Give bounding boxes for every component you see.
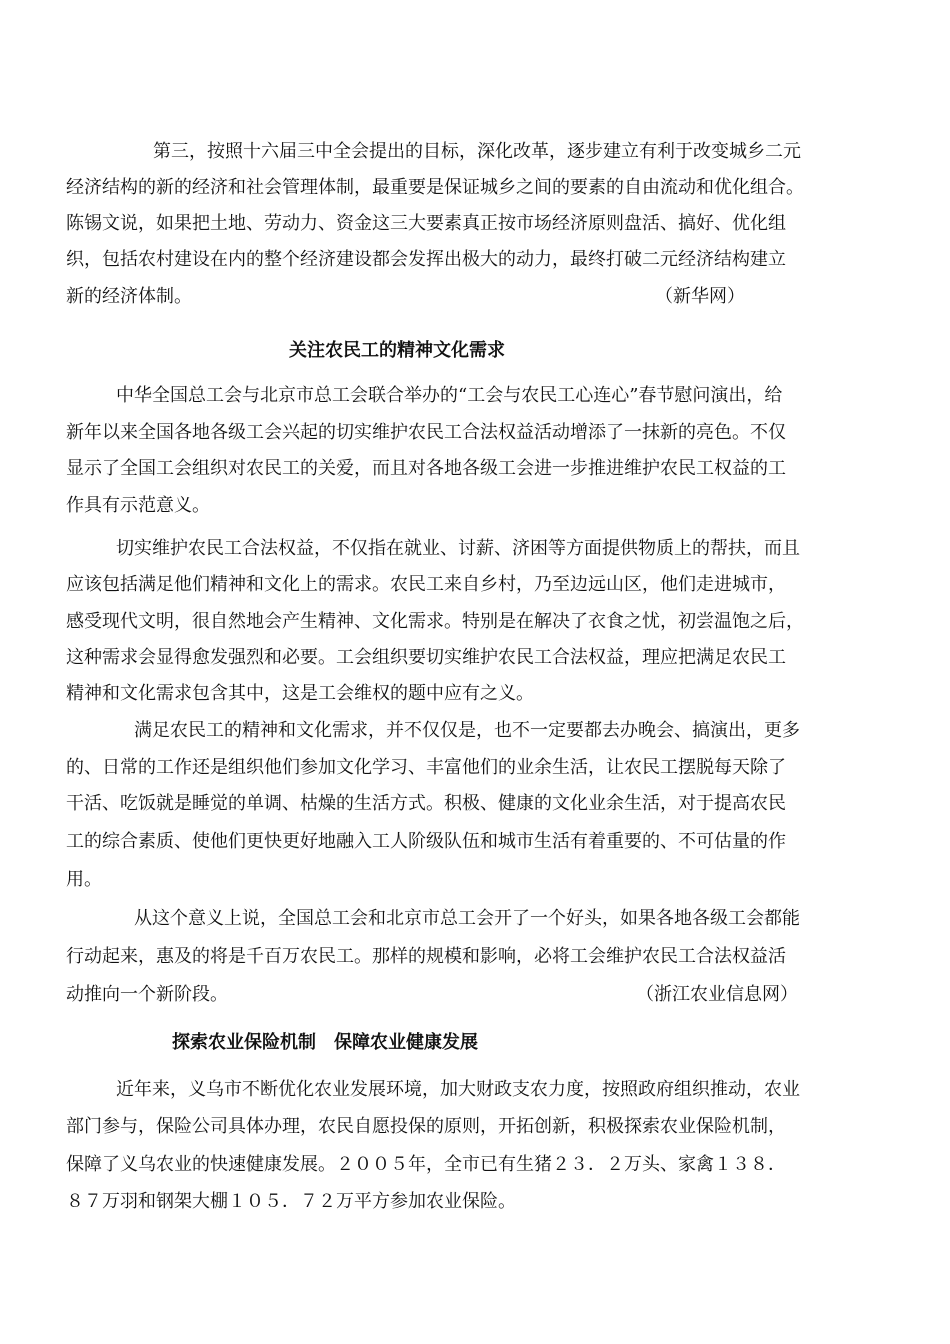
paragraph-line: ８７万羽和钢架大棚１０５．７２万平方参加农业保险。 bbox=[66, 1191, 516, 1212]
paragraph-line: 这种需求会显得愈发强烈和必要。工会组织要切实维护农民工合法权益，理应把满足农民工 bbox=[66, 647, 786, 668]
paragraph-line: 满足农民工的精神和文化需求，并不仅仅是，也不一定要都去办晚会、搞演出，更多 bbox=[134, 720, 800, 741]
paragraph-line: 用。 bbox=[66, 869, 102, 890]
paragraph-line: 近年来，义乌市不断优化农业发展环境，加大财政支农力度，按照政府组织推动，农业 bbox=[116, 1079, 800, 1100]
paragraph-line: 第三，按照十六届三中全会提出的目标，深化改革，逐步建立有利于改变城乡二元 bbox=[153, 141, 801, 162]
paragraph-line: 保障了义乌农业的快速健康发展。２００５年，全市已有生猪２３．２万头、家禽１３８． bbox=[66, 1154, 786, 1175]
paragraph-line: 切实维护农民工合法权益，不仅指在就业、讨薪、济困等方面提供物质上的帮扶，而且 bbox=[116, 538, 800, 559]
paragraph-line: 工的综合素质、使他们更快更好地融入工人阶级队伍和城市生活有着重要的、不可估量的作 bbox=[66, 831, 786, 852]
paragraph-line: 新年以来全国各地各级工会兴起的切实维护农民工合法权益活动增添了一抹新的亮色。不仅 bbox=[66, 422, 786, 443]
paragraph-line: 部门参与，保险公司具体办理，农民自愿投保的原则，开拓创新，积极探索农业保险机制， bbox=[66, 1116, 786, 1137]
paragraph-line: 的、日常的工作还是组织他们参加文化学习、丰富他们的业余生活，让农民工摆脱每天除了 bbox=[66, 757, 786, 778]
paragraph-line: 感受现代文明，很自然地会产生精神、文化需求。特别是在解决了衣食之忧，初尝温饱之后， bbox=[66, 611, 804, 632]
source-attribution: （浙江农业信息网） bbox=[636, 984, 798, 1005]
paragraph-line: 精神和文化需求包含其中，这是工会维权的题中应有之义。 bbox=[66, 683, 534, 704]
paragraph-line: 经济结构的新的经济和社会管理体制，最重要是保证城乡之间的要素的自由流动和优化组合。 bbox=[66, 177, 804, 198]
paragraph-line: 中华全国总工会与北京市总工会联合举办的“工会与农民工心连心”春节慰问演出，给 bbox=[116, 385, 783, 406]
article-title: 关注农民工的精神文化需求 bbox=[289, 340, 505, 361]
paragraph-line: 干活、吃饭就是睡觉的单调、枯燥的生活方式。积极、健康的文化业余生活，对于提高农民 bbox=[66, 793, 786, 814]
paragraph-line: 动推向一个新阶段。 bbox=[66, 984, 228, 1005]
paragraph-line: 作具有示范意义。 bbox=[66, 495, 210, 516]
paragraph-line: 行动起来，惠及的将是千百万农民工。那样的规模和影响，必将工会维护农民工合法权益活 bbox=[66, 946, 786, 967]
source-attribution: （新华网） bbox=[655, 286, 745, 307]
paragraph-line: 新的经济体制。 bbox=[66, 286, 192, 307]
paragraph-line: 显示了全国工会组织对农民工的关爱，而且对各地各级工会进一步推进维护农民工权益的工 bbox=[66, 458, 786, 479]
paragraph-line: 应该包括满足他们精神和文化上的需求。农民工来自乡村，乃至边远山区，他们走进城市， bbox=[66, 574, 786, 595]
paragraph-line: 陈锡文说，如果把土地、劳动力、资金这三大要素真正按市场经济原则盘活、搞好、优化组 bbox=[66, 213, 786, 234]
paragraph-line: 织，包括农村建设在内的整个经济建设都会发挥出极大的动力，最终打破二元经济结构建立 bbox=[66, 249, 786, 270]
article-title: 探索农业保险机制 保障农业健康发展 bbox=[172, 1032, 478, 1053]
paragraph-line: 从这个意义上说，全国总工会和北京市总工会开了一个好头，如果各地各级工会都能 bbox=[134, 908, 800, 929]
